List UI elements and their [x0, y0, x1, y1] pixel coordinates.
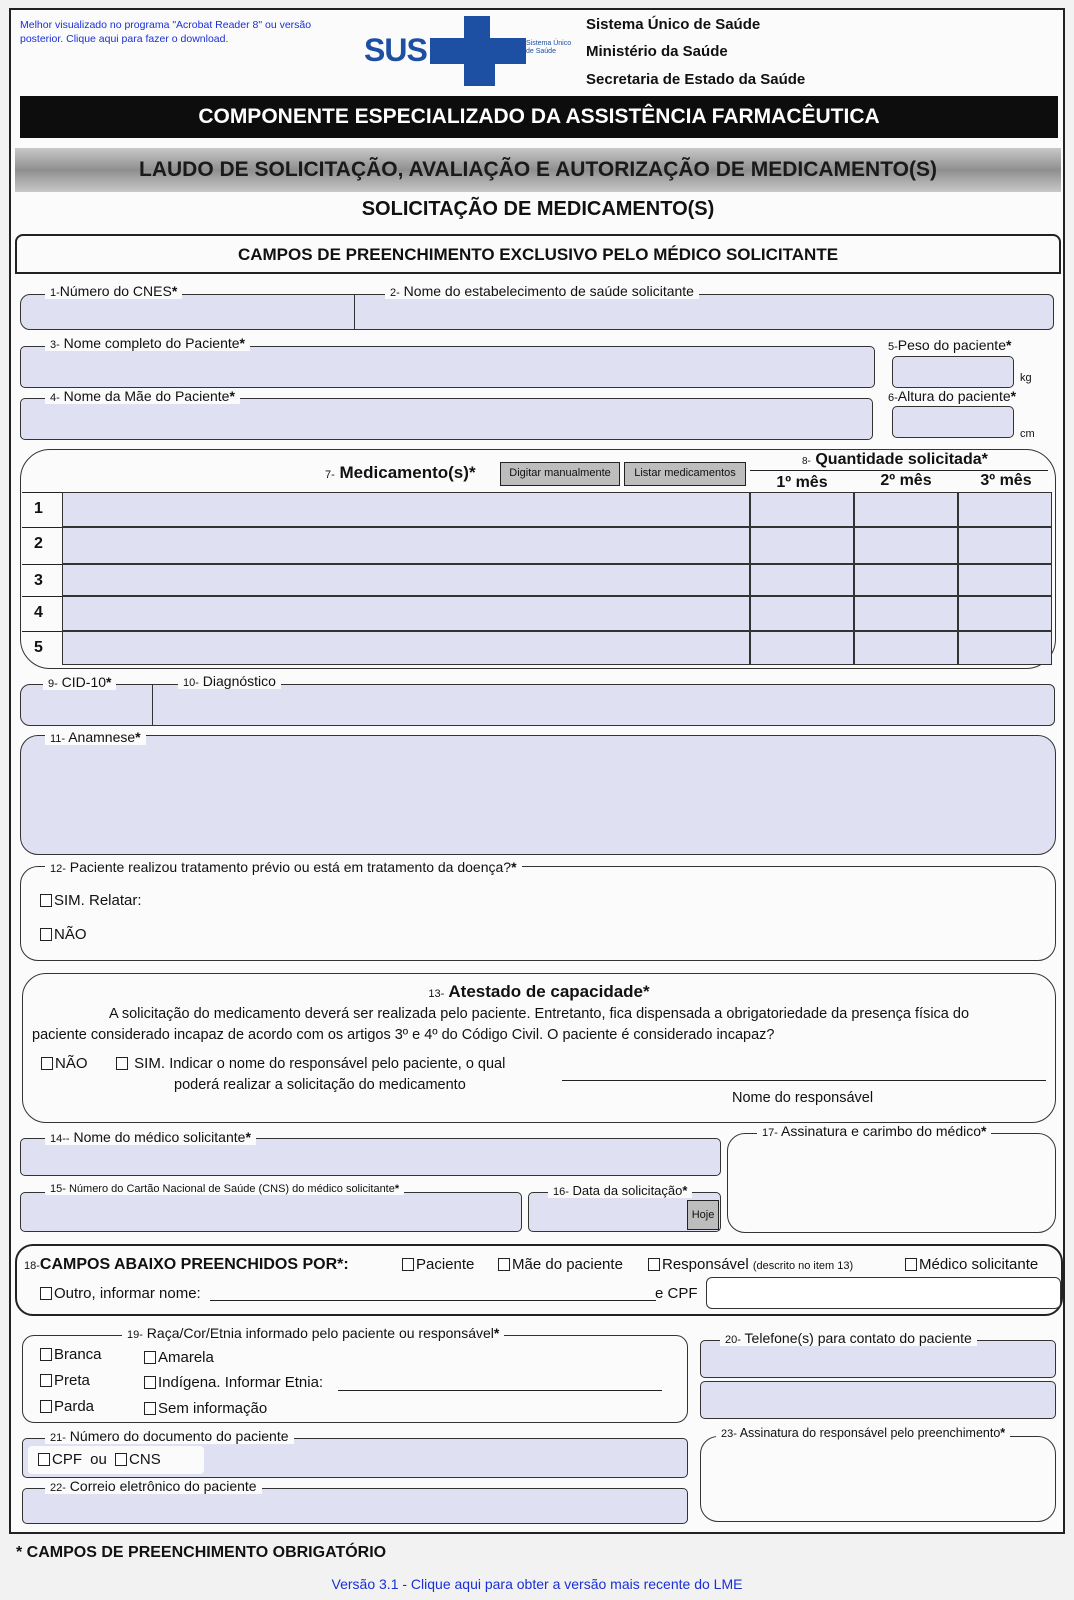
quantidade-header: 8- Quantidade solicitada*	[802, 451, 988, 468]
tratamento-label: 12- Paciente realizou tratamento prévio ou está em tratamento da doença?*	[45, 859, 522, 875]
atestado-text-1: A solicitação do medicamento deverá ser realizada pelo paciente. Entretanto, fica dispensada a obrigatoriedade da presença física do	[108, 1006, 970, 1022]
listar-medicamentos-button[interactable]: Listar medicamentos	[624, 462, 746, 486]
quantidade-mes-3-input[interactable]	[958, 596, 1052, 631]
month-1-header: 1º mês	[776, 474, 828, 491]
quantidade-mes-3-input[interactable]	[958, 492, 1052, 527]
nome-mae-label: 4- Nome da Mãe do Paciente*	[45, 388, 240, 404]
etnia-line[interactable]	[338, 1390, 662, 1391]
atestado-sim-checkbox[interactable]	[116, 1057, 128, 1070]
medicamento-row-divider	[22, 564, 62, 565]
atestado-title: 13- Atestado de capacidade*	[428, 982, 650, 1001]
tratamento-box	[20, 866, 1056, 961]
quantidade-mes-1-input[interactable]	[750, 564, 854, 596]
nome-mae-input[interactable]	[20, 398, 873, 440]
assinatura-medico-box[interactable]	[727, 1133, 1056, 1233]
email-label: 22- Correio eletrônico do paciente	[45, 1478, 262, 1494]
raca-sem-info-option[interactable]: Sem informação	[144, 1400, 267, 1417]
version-link[interactable]: Versão 3.1 - Clique aqui para obter a versão mais recente do LME	[331, 1576, 743, 1592]
medicamento-input[interactable]	[62, 527, 750, 564]
atestado-nao-checkbox[interactable]	[41, 1057, 53, 1070]
peso-label: 5-Peso do paciente*	[888, 337, 1012, 353]
cns-medico-input[interactable]	[20, 1192, 522, 1232]
component-title-bar: COMPONENTE ESPECIALIZADO DA ASSISTÊNCIA FARMACÊUTICA	[20, 96, 1058, 138]
cnes-input[interactable]	[20, 294, 355, 330]
anamnese-input[interactable]	[20, 735, 1056, 855]
documento-options	[28, 1446, 204, 1474]
preenchido-outro-option[interactable]: Outro, informar nome:	[40, 1285, 201, 1302]
quantidade-mes-2-input[interactable]	[854, 596, 958, 631]
org-line-2: Ministério da Saúde	[586, 43, 728, 60]
exclusive-fields-banner: CAMPOS DE PREENCHIMENTO EXCLUSIVO PELO MÉDICO SOLICITANTE	[15, 234, 1061, 274]
quantidade-mes-2-input[interactable]	[854, 631, 958, 665]
telefone-2-input[interactable]	[700, 1381, 1056, 1419]
medicamento-row-divider	[22, 596, 62, 597]
preenchido-medico-checkbox[interactable]	[905, 1258, 917, 1271]
sus-logo	[364, 16, 578, 86]
preenchido-medico-option[interactable]: Médico solicitante	[905, 1256, 1038, 1273]
nome-paciente-label: 3- Nome completo do Paciente*	[45, 335, 250, 351]
raca-branca-checkbox[interactable]	[40, 1348, 52, 1361]
raca-amarela-checkbox[interactable]	[144, 1351, 156, 1364]
laudo-title-bar: LAUDO DE SOLICITAÇÃO, AVALIAÇÃO E AUTORIZAÇÃO DE MEDICAMENTO(S)	[15, 148, 1061, 192]
assinatura-responsavel-label: 23- Assinatura do responsável pelo preenchimento*	[716, 1426, 1010, 1440]
medicamento-row-divider	[22, 492, 62, 493]
preenchido-responsavel-checkbox[interactable]	[648, 1258, 660, 1271]
telefone-label: 20- Telefone(s) para contato do paciente	[720, 1330, 977, 1346]
altura-label: 6-Altura do paciente*	[888, 388, 1017, 404]
raca-parda-option[interactable]: Parda	[40, 1398, 94, 1415]
medicamento-input[interactable]	[62, 564, 750, 596]
medicamento-row-number: 5	[34, 639, 43, 656]
month-2-header: 2º mês	[880, 472, 932, 489]
diagnostico-label: 10- Diagnóstico	[178, 673, 281, 689]
raca-label: 19- Raça/Cor/Etnia informado pelo paciente ou responsável*	[122, 1325, 504, 1341]
month-3-header: 3º mês	[980, 472, 1032, 489]
responsavel-line[interactable]	[562, 1080, 1046, 1081]
quantidade-mes-2-input[interactable]	[854, 527, 958, 564]
tratamento-nao-checkbox[interactable]	[40, 928, 52, 941]
preenchido-paciente-checkbox[interactable]	[402, 1258, 414, 1271]
solicitacao-title: SOLICITAÇÃO DE MEDICAMENTO(S)	[361, 198, 715, 220]
preenchidos-label: 18-CAMPOS ABAIXO PREENCHIDOS POR*:	[24, 1256, 349, 1273]
quantidade-mes-1-input[interactable]	[750, 492, 854, 527]
org-line-3: Secretaria de Estado da Saúde	[586, 71, 806, 88]
diagnostico-input[interactable]	[152, 684, 1055, 726]
atestado-text-2: paciente considerado incapaz de acordo com os artigos 3º e 4º do Código Civil. O paciente é considerado incapaz?	[32, 1027, 775, 1043]
tratamento-sim-checkbox[interactable]	[40, 894, 52, 907]
documento-cns-option[interactable]: CNS	[115, 1451, 161, 1468]
raca-branca-option[interactable]: Branca	[40, 1346, 102, 1363]
nome-medico-label: 14-- Nome do médico solicitante*	[45, 1129, 256, 1145]
peso-input[interactable]	[892, 356, 1014, 388]
tratamento-nao-option[interactable]: NÃO	[40, 926, 87, 943]
raca-box	[22, 1335, 688, 1423]
raca-indigena-option[interactable]: Indígena. Informar Etnia:	[144, 1374, 323, 1391]
digitar-manualmente-button[interactable]: Digitar manualmente	[500, 462, 620, 486]
responsavel-label: Nome do responsável	[732, 1090, 874, 1106]
medicamento-row-number: 1	[34, 500, 43, 517]
quantidade-divider	[750, 470, 1048, 471]
raca-preta-option[interactable]: Preta	[40, 1372, 90, 1389]
atestado-sim-option[interactable]: SIM. Indicar o nome do responsável pelo paciente, o qual	[116, 1055, 505, 1072]
preenchido-paciente-option[interactable]: Paciente	[402, 1256, 474, 1273]
cnes-label: 1-Número do CNES*	[45, 283, 182, 299]
sus-logo-text: SUS	[364, 32, 427, 68]
preenchido-mae-option[interactable]: Mãe do paciente	[498, 1256, 623, 1273]
peso-unit: kg	[1020, 372, 1032, 384]
anamnese-label: 11- Anamnese*	[45, 729, 146, 745]
medicamento-input[interactable]	[62, 631, 750, 665]
estabelecimento-input[interactable]	[354, 294, 1054, 330]
quantidade-mes-2-input[interactable]	[854, 492, 958, 527]
quantidade-mes-1-input[interactable]	[750, 527, 854, 564]
medicamento-row-number: 2	[34, 535, 43, 552]
cid-input[interactable]	[20, 684, 154, 726]
outro-nome-line[interactable]	[210, 1300, 656, 1301]
medicamento-input[interactable]	[62, 596, 750, 631]
raca-sem-info-checkbox[interactable]	[144, 1402, 156, 1415]
outro-cpf-label: e CPF	[655, 1285, 698, 1302]
documento-label: 21- Número do documento do paciente	[45, 1428, 294, 1444]
medicamento-input[interactable]	[62, 492, 750, 527]
quantidade-mes-1-input[interactable]	[750, 596, 854, 631]
quantidade-mes-3-input[interactable]	[958, 631, 1052, 665]
required-note: * CAMPOS DE PREENCHIMENTO OBRIGATÓRIO	[16, 1544, 387, 1561]
medicamento-row-number: 4	[34, 604, 43, 621]
documento-cns-checkbox[interactable]	[115, 1453, 127, 1466]
preenchido-mae-checkbox[interactable]	[498, 1258, 510, 1271]
raca-parda-checkbox[interactable]	[40, 1400, 52, 1413]
preenchido-outro-checkbox[interactable]	[40, 1287, 52, 1300]
sus-logo-subtext: Sistema Único de Saúde	[526, 40, 572, 55]
quantidade-mes-1-input[interactable]	[750, 631, 854, 665]
documento-cpf-option[interactable]: CPF	[38, 1451, 82, 1468]
cid-label: 9- CID-10*	[43, 674, 116, 690]
preenchido-responsavel-option[interactable]: Responsável (descrito no item 13)	[648, 1256, 853, 1273]
quantidade-mes-3-input[interactable]	[958, 564, 1052, 596]
assinatura-medico-label: 17- Assinatura e carimbo do médico*	[757, 1123, 991, 1139]
medicamentos-header: 7- Medicamento(s)*	[325, 463, 476, 482]
quantidade-mes-2-input[interactable]	[854, 564, 958, 596]
documento-ou: ou	[90, 1451, 107, 1468]
altura-input[interactable]	[892, 406, 1014, 438]
raca-amarela-option[interactable]: Amarela	[144, 1349, 214, 1366]
altura-unit: cm	[1020, 428, 1035, 440]
documento-cpf-checkbox[interactable]	[38, 1453, 50, 1466]
raca-indigena-checkbox[interactable]	[144, 1376, 156, 1389]
nome-paciente-input[interactable]	[20, 346, 875, 388]
quantidade-mes-3-input[interactable]	[958, 527, 1052, 564]
cns-medico-label: 15- Número do Cartão Nacional de Saúde (CNS) do médico solicitante*	[45, 1183, 404, 1195]
medicamento-row-divider	[22, 527, 62, 528]
outro-cpf-input[interactable]	[706, 1277, 1061, 1309]
org-line-1: Sistema Único de Saúde	[586, 16, 761, 33]
medicamento-row-number: 3	[34, 572, 43, 589]
hoje-button[interactable]: Hoje	[687, 1200, 719, 1230]
raca-preta-checkbox[interactable]	[40, 1374, 52, 1387]
tratamento-sim-option[interactable]: SIM. Relatar:	[40, 892, 142, 909]
medicamento-row-divider	[22, 631, 62, 632]
atestado-nao-option[interactable]: NÃO	[41, 1055, 88, 1072]
estabelecimento-label: 2- Nome do estabelecimento de saúde solicitante	[385, 283, 699, 299]
assinatura-responsavel-box[interactable]	[700, 1436, 1056, 1522]
download-note-link[interactable]: Melhor visualizado no programa "Acrobat Reader 8" ou versão posterior. Clique aqui para fazer o download.	[20, 19, 312, 45]
data-solicitacao-label: 16- Data da solicitação*	[548, 1183, 692, 1198]
atestado-sim-continuation: poderá realizar a solicitação do medicamento	[174, 1077, 466, 1093]
